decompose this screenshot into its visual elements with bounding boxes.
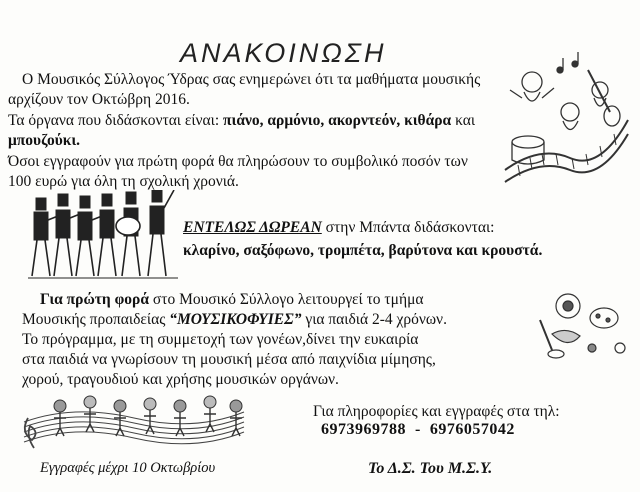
preschool-line-1	[40, 290, 424, 310]
preschool-line-4: στα παιδιά να γνωρίσουν τη μουσική μέσα από παιχνίδια μίμησης,	[22, 351, 436, 368]
registration-deadline: Εγγραφές μέχρι 10 Οκτωβρίου	[40, 460, 216, 476]
intro-line-6: 100 ευρώ για όλη τη σχολική χρονιά.	[8, 173, 239, 190]
instruments-suffix: και	[451, 112, 476, 129]
first-time-label: Για πρώτη φορά	[40, 291, 149, 308]
preschool-line-2	[22, 310, 447, 330]
free-label: ΕΝΤΕΛΩΣ ΔΩΡΕΑΝ	[183, 219, 322, 236]
intro-line-2: αρχίζουν τον Οκτώβρη 2016.	[8, 91, 190, 108]
preschool-line-1-suffix: στο Μουσικό Σύλλογο λειτουργεί το τμήμα	[148, 291, 424, 308]
children-musicians-illustration	[500, 50, 630, 185]
intro-line-4: μπουζούκι.	[8, 132, 81, 149]
toy-instruments-illustration	[532, 290, 632, 362]
contact-label: Για πληροφορίες και εγγραφές στα τηλ:	[313, 403, 560, 420]
preschool-line-5: χορού, τραγουδιού και χρήσης μουσικών οργάνων.	[22, 371, 339, 388]
signature: Το Δ.Σ. Του Μ.Σ.Υ.	[368, 460, 493, 477]
intro-line-1: Ο Μουσικός Σύλλογος Ύδρας σας ενημερώνει ότι τα μαθήματα μουσικής	[22, 71, 481, 88]
page-title: ΑΝΑΚΟΙΝΩΣΗ	[180, 38, 387, 68]
preschool-line-2-prefix: Μουσικής προπαιδείας	[22, 311, 170, 328]
intro-line-5: Όσοι εγγραφούν για πρώτη φορά θα πληρώσουν το συμβολικό ποσόν των	[8, 153, 468, 170]
contact-phones: 6973969788 - 6976057042	[321, 421, 515, 438]
band-instruments: κλαρίνο, σαξόφωνο, τρομπέτα, βαρύτονα και κρουστά.	[183, 242, 543, 259]
preschool-line-2-suffix: για παιδιά 2-4 χρόνων.	[301, 311, 447, 328]
marching-band-illustration	[28, 190, 178, 282]
preschool-line-3: Το πρόγραμμα, με τη συμμετοχή των γονέων,δίνει την ευκαιρία	[22, 331, 419, 348]
instruments-list: πιάνο, αρμόνιο, ακορντεόν, κιθάρα	[223, 112, 452, 129]
program-name: “ΜΟΥΣΙΚΟΦΥΙΕΣ”	[169, 311, 302, 328]
intro-line-3	[8, 111, 475, 131]
band-line-1-suffix: στην Μπάντα διδάσκονται:	[321, 219, 495, 236]
instruments-prefix: Τα όργανα που διδάσκονται είναι:	[8, 112, 224, 129]
children-music-staff-illustration	[14, 392, 246, 452]
band-line-1	[183, 218, 494, 238]
